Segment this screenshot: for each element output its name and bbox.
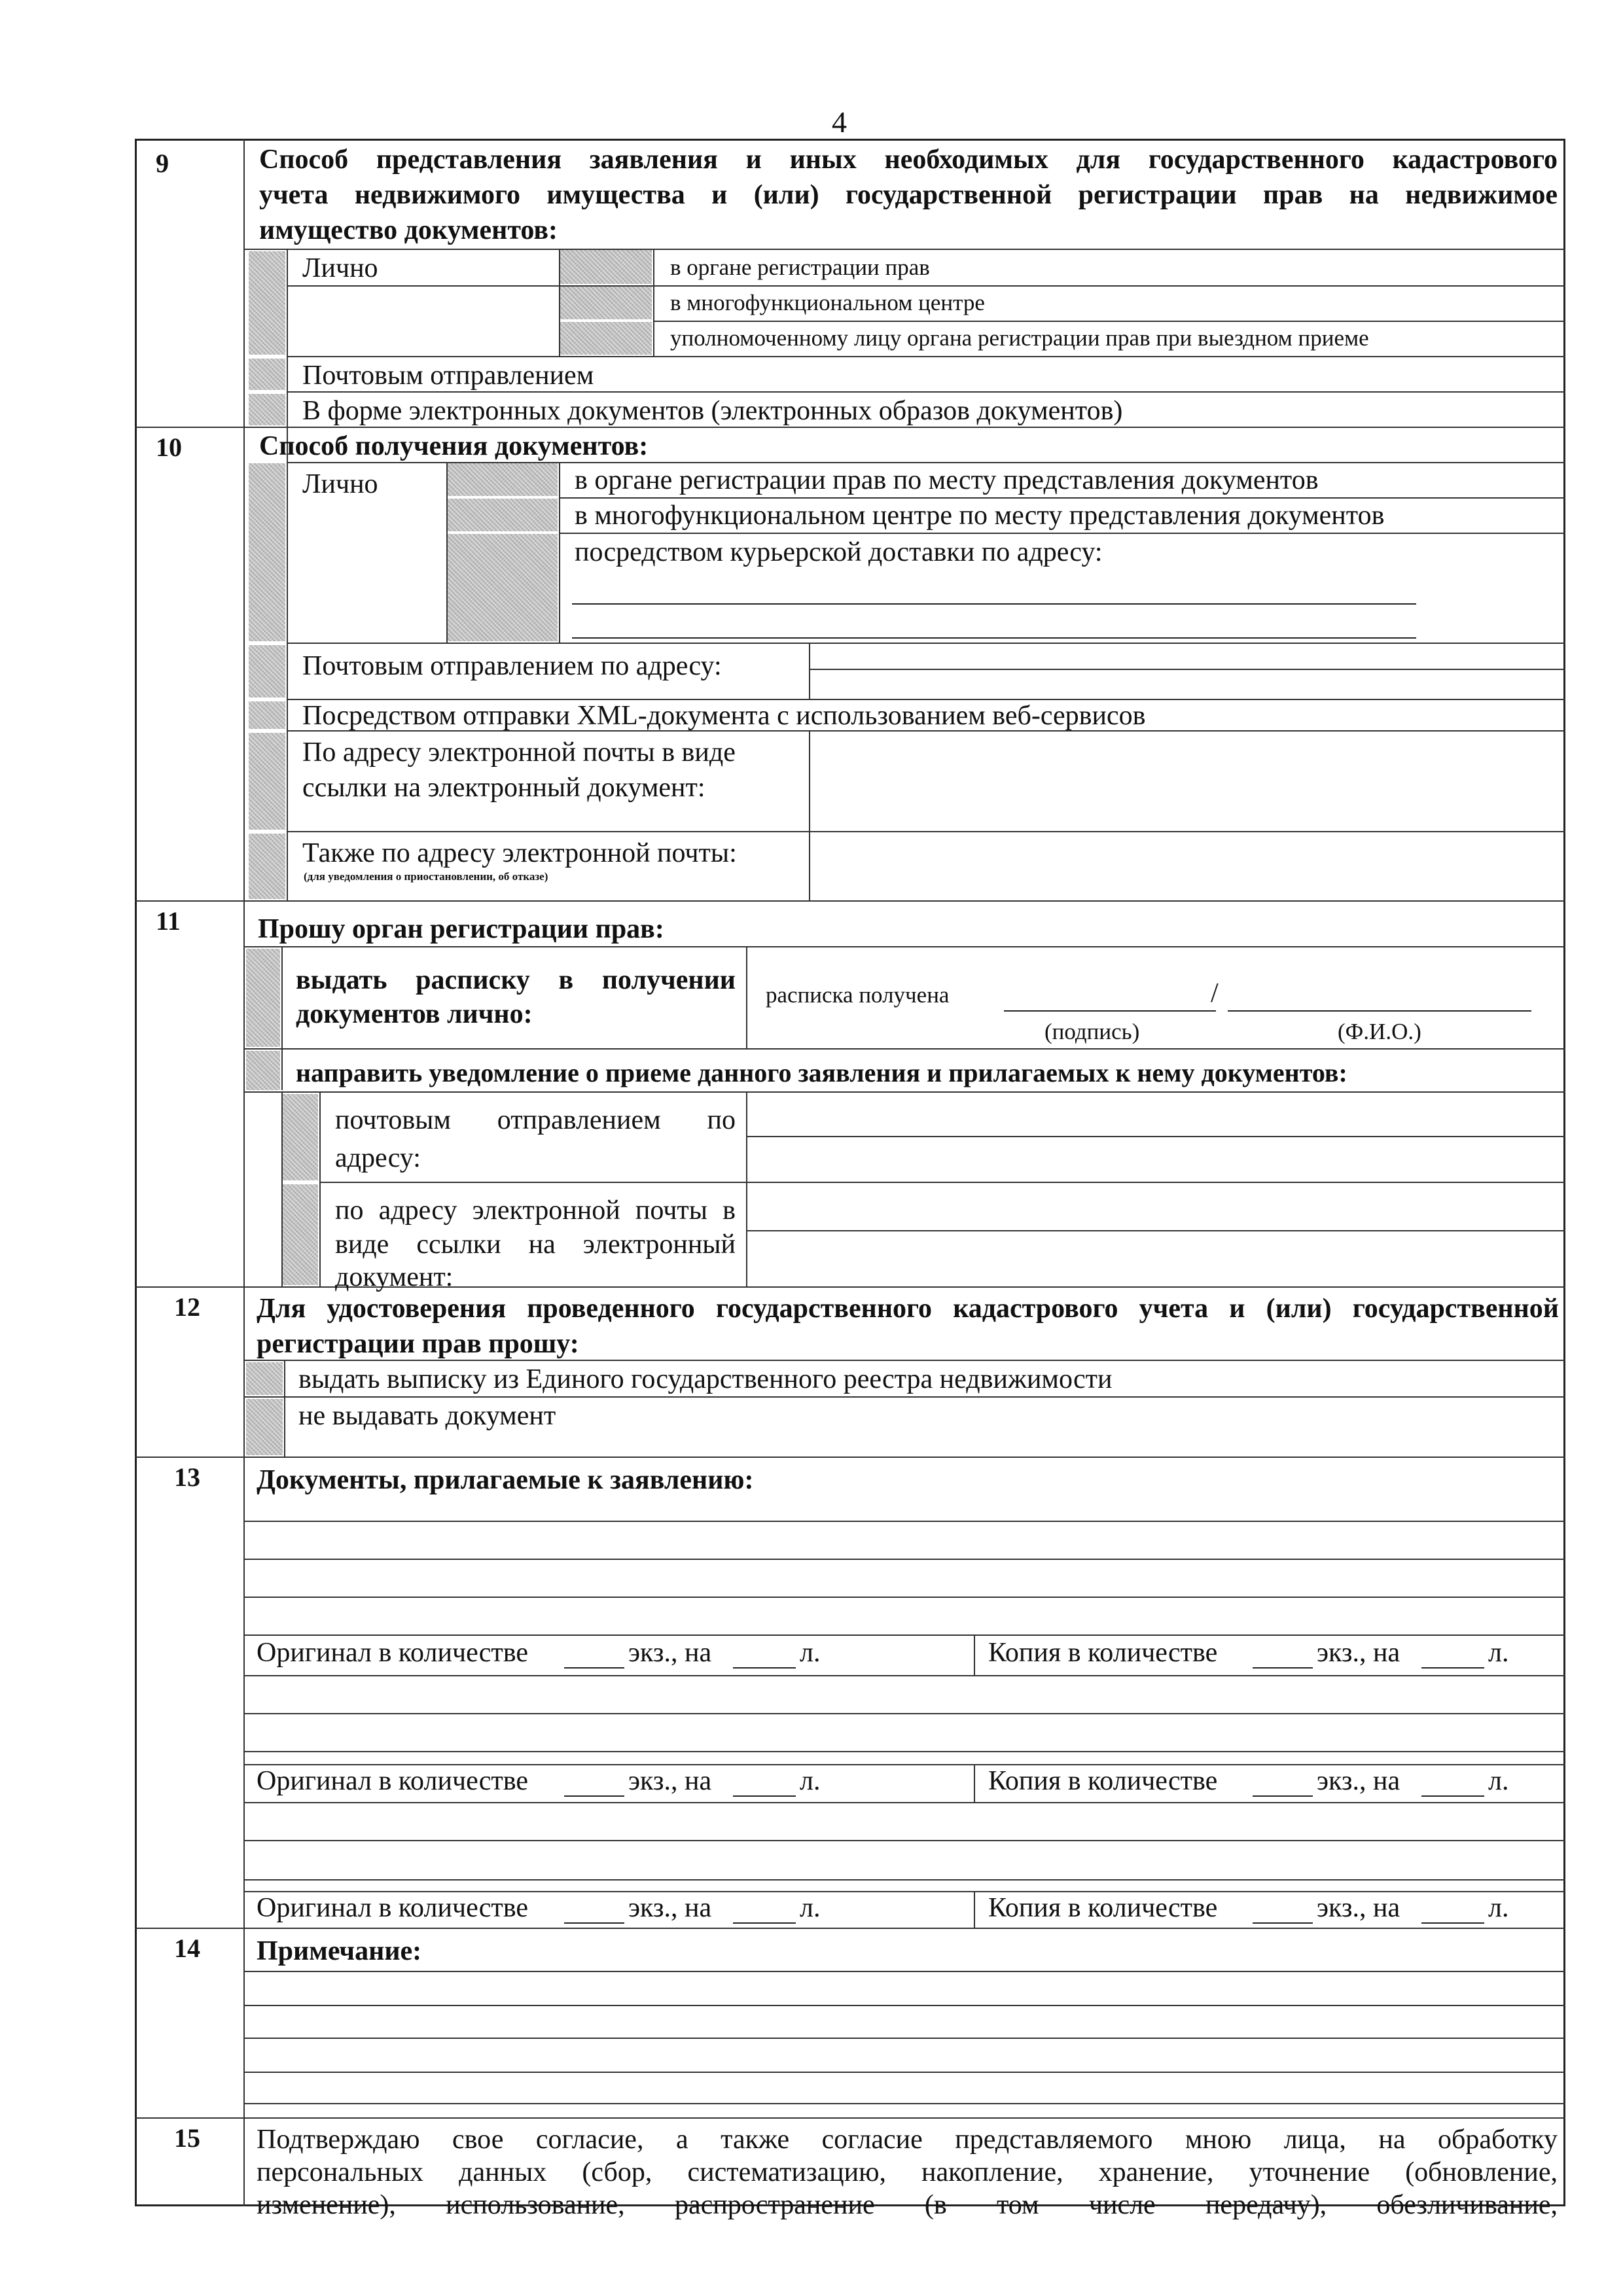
ekz-label: экз., на — [1317, 1638, 1400, 1668]
original-sheets-field[interactable] — [733, 1667, 796, 1669]
sheets-label: л. — [1488, 1766, 1509, 1796]
copy-count-label: Копия в количестве — [988, 1766, 1218, 1796]
checkbox-s9-reg[interactable] — [560, 250, 652, 284]
s15-consent-line: изменение), использование, распространение (в том числе передачу), обезличивание, — [257, 2190, 1558, 2220]
s10-in-person-label: Лично — [302, 469, 378, 499]
s10-title: Способ получения документов: — [259, 431, 649, 461]
original-sheets-field[interactable] — [733, 1795, 796, 1797]
checkbox-s12-extract[interactable] — [246, 1362, 283, 1395]
checkbox-s10-mfc[interactable] — [448, 499, 558, 531]
checkbox-s11-receipt[interactable] — [246, 949, 280, 1047]
s15-consent-line: Подтверждаю свое согласие, а также согласие представляемого мною лица, на обработку — [257, 2125, 1558, 2155]
s11-fio-line[interactable] — [1228, 1010, 1531, 1012]
original-sheets-field[interactable] — [733, 1922, 796, 1924]
s10-email-label: По адресу электронной почты в виде — [302, 737, 736, 768]
checkbox-s9-post[interactable] — [249, 359, 285, 390]
copy-count-field[interactable] — [1253, 1795, 1313, 1797]
s14-title: Примечание: — [257, 1936, 422, 1966]
s9-title-line: имущество документов: — [259, 215, 558, 245]
checkbox-s10-also-email[interactable] — [249, 834, 285, 899]
s11-slash: / — [1211, 978, 1219, 1008]
checkbox-s9-mfc[interactable] — [560, 287, 652, 319]
s11-signature-line[interactable] — [1004, 1010, 1216, 1012]
s11-notify-label: направить уведомление о приеме данного заявления и прилагаемых к нему документов: — [296, 1058, 1347, 1087]
checkbox-s9-visit[interactable] — [560, 322, 652, 355]
s9-option-reg: в органе регистрации прав — [670, 255, 930, 280]
sheets-label: л. — [800, 1893, 821, 1923]
s10-option-courier: посредством курьерской доставки по адресу: — [575, 537, 1103, 567]
row-number: 13 — [174, 1462, 200, 1492]
s10-xml-label: Посредством отправки XML-документа с использованием веб-сервисов — [302, 701, 1146, 731]
checkbox-s10-in-person[interactable] — [249, 463, 285, 641]
copy-sheets-field[interactable] — [1421, 1667, 1484, 1669]
s10-also-email-label: Также по адресу электронной почты: — [302, 838, 737, 868]
s9-title-line: учета недвижимого имущества и (или) государственной регистрации прав на недвижимое — [259, 180, 1558, 210]
original-count-field[interactable] — [564, 1795, 624, 1797]
copy-count-label: Копия в количестве — [988, 1638, 1218, 1668]
s12-option-extract: выдать выписку из Единого государственного реестра недвижимости — [298, 1364, 1113, 1394]
s11-email-label: документ: — [335, 1262, 454, 1292]
checkbox-s10-reg[interactable] — [448, 463, 558, 496]
number-column-divider — [243, 139, 245, 2206]
s12-title-line: Для удостоверения проведенного государственного кадастрового учета и (или) государственной — [257, 1294, 1559, 1324]
row-number: 12 — [174, 1292, 200, 1322]
s12-option-none: не выдавать документ — [298, 1401, 556, 1431]
sheets-label: л. — [800, 1638, 821, 1668]
s11-sign-caption: (подпись) — [1044, 1019, 1140, 1044]
ekz-label: экз., на — [628, 1638, 712, 1668]
original-count-label: Оригинал в количестве — [257, 1638, 528, 1668]
s13-title: Документы, прилагаемые к заявлению: — [257, 1465, 754, 1495]
s11-post-label: адресу: — [335, 1143, 421, 1173]
s11-receipt-label: документов лично: — [296, 999, 533, 1029]
copy-sheets-field[interactable] — [1421, 1795, 1484, 1797]
copy-count-label: Копия в количестве — [988, 1893, 1218, 1923]
checkbox-s10-xml[interactable] — [249, 701, 285, 729]
s9-option-visit: уполномоченному лицу органа регистрации прав при выездном приеме — [670, 325, 1369, 351]
checkbox-s12-none[interactable] — [246, 1399, 283, 1455]
original-count-field[interactable] — [564, 1667, 624, 1669]
row-number: 14 — [174, 1934, 200, 1963]
s11-fio-caption: (Ф.И.О.) — [1338, 1019, 1421, 1044]
ekz-label: экз., на — [1317, 1766, 1400, 1796]
copy-sheets-field[interactable] — [1421, 1922, 1484, 1924]
row-number: 15 — [174, 2123, 200, 2153]
sheets-label: л. — [1488, 1638, 1509, 1668]
checkbox-s10-email[interactable] — [249, 733, 285, 830]
s11-receipt-label: выдать расписку в получении — [296, 965, 736, 995]
row-number: 10 — [156, 433, 182, 462]
sheets-label: л. — [1488, 1893, 1509, 1923]
s10-email-label: ссылки на электронный документ: — [302, 773, 705, 803]
s9-in-person-label: Лично — [302, 253, 378, 283]
page-number: 4 — [832, 105, 847, 139]
ekz-label: экз., на — [628, 1766, 712, 1796]
checkbox-s9-electronic[interactable] — [249, 394, 285, 425]
s9-post-label: Почтовым отправлением — [302, 361, 594, 391]
s12-title-line: регистрации прав прошу: — [257, 1329, 579, 1359]
s10-option-mfc: в многофункциональном центре по месту представления документов — [575, 501, 1385, 531]
s9-option-mfc: в многофункциональном центре — [670, 290, 985, 315]
s10-also-email-note: (для уведомления о приостановлении, об отказе) — [304, 870, 548, 883]
ekz-label: экз., на — [628, 1893, 712, 1923]
sheets-label: л. — [800, 1766, 821, 1796]
s11-receipt-got: расписка получена — [766, 982, 950, 1008]
original-count-label: Оригинал в количестве — [257, 1766, 528, 1796]
row-number: 9 — [156, 149, 169, 178]
checkbox-s11-notify[interactable] — [246, 1051, 280, 1090]
s10-post-label: Почтовым отправлением по адресу: — [302, 651, 722, 681]
s9-title-line: Способ представления заявления и иных необходимых для государственного кадастрового — [259, 145, 1558, 175]
s15-consent-line: персональных данных (сбор, систематизацию, накопление, хранение, уточнение (обновление, — [257, 2157, 1558, 2187]
s11-post-label: почтовым отправлением по — [335, 1105, 736, 1135]
checkbox-s11-post[interactable] — [283, 1094, 318, 1180]
s11-title: Прошу орган регистрации прав: — [258, 914, 664, 944]
s11-email-label: виде ссылки на электронный — [335, 1229, 736, 1260]
s9-electronic-label: В форме электронных документов (электронных образов документов) — [302, 396, 1123, 426]
checkbox-s10-post[interactable] — [249, 645, 285, 698]
original-count-label: Оригинал в количестве — [257, 1893, 528, 1923]
ekz-label: экз., на — [1317, 1893, 1400, 1923]
checkbox-s10-courier[interactable] — [448, 534, 558, 641]
checkbox-s9-in-person[interactable] — [249, 251, 285, 355]
original-count-field[interactable] — [564, 1922, 624, 1924]
checkbox-s11-email[interactable] — [283, 1184, 318, 1285]
copy-count-field[interactable] — [1253, 1922, 1313, 1924]
s11-email-label: по адресу электронной почты в — [335, 1195, 736, 1226]
s10-option-reg: в органе регистрации прав по месту представления документов — [575, 465, 1319, 495]
copy-count-field[interactable] — [1253, 1667, 1313, 1669]
row-number: 11 — [156, 906, 181, 936]
